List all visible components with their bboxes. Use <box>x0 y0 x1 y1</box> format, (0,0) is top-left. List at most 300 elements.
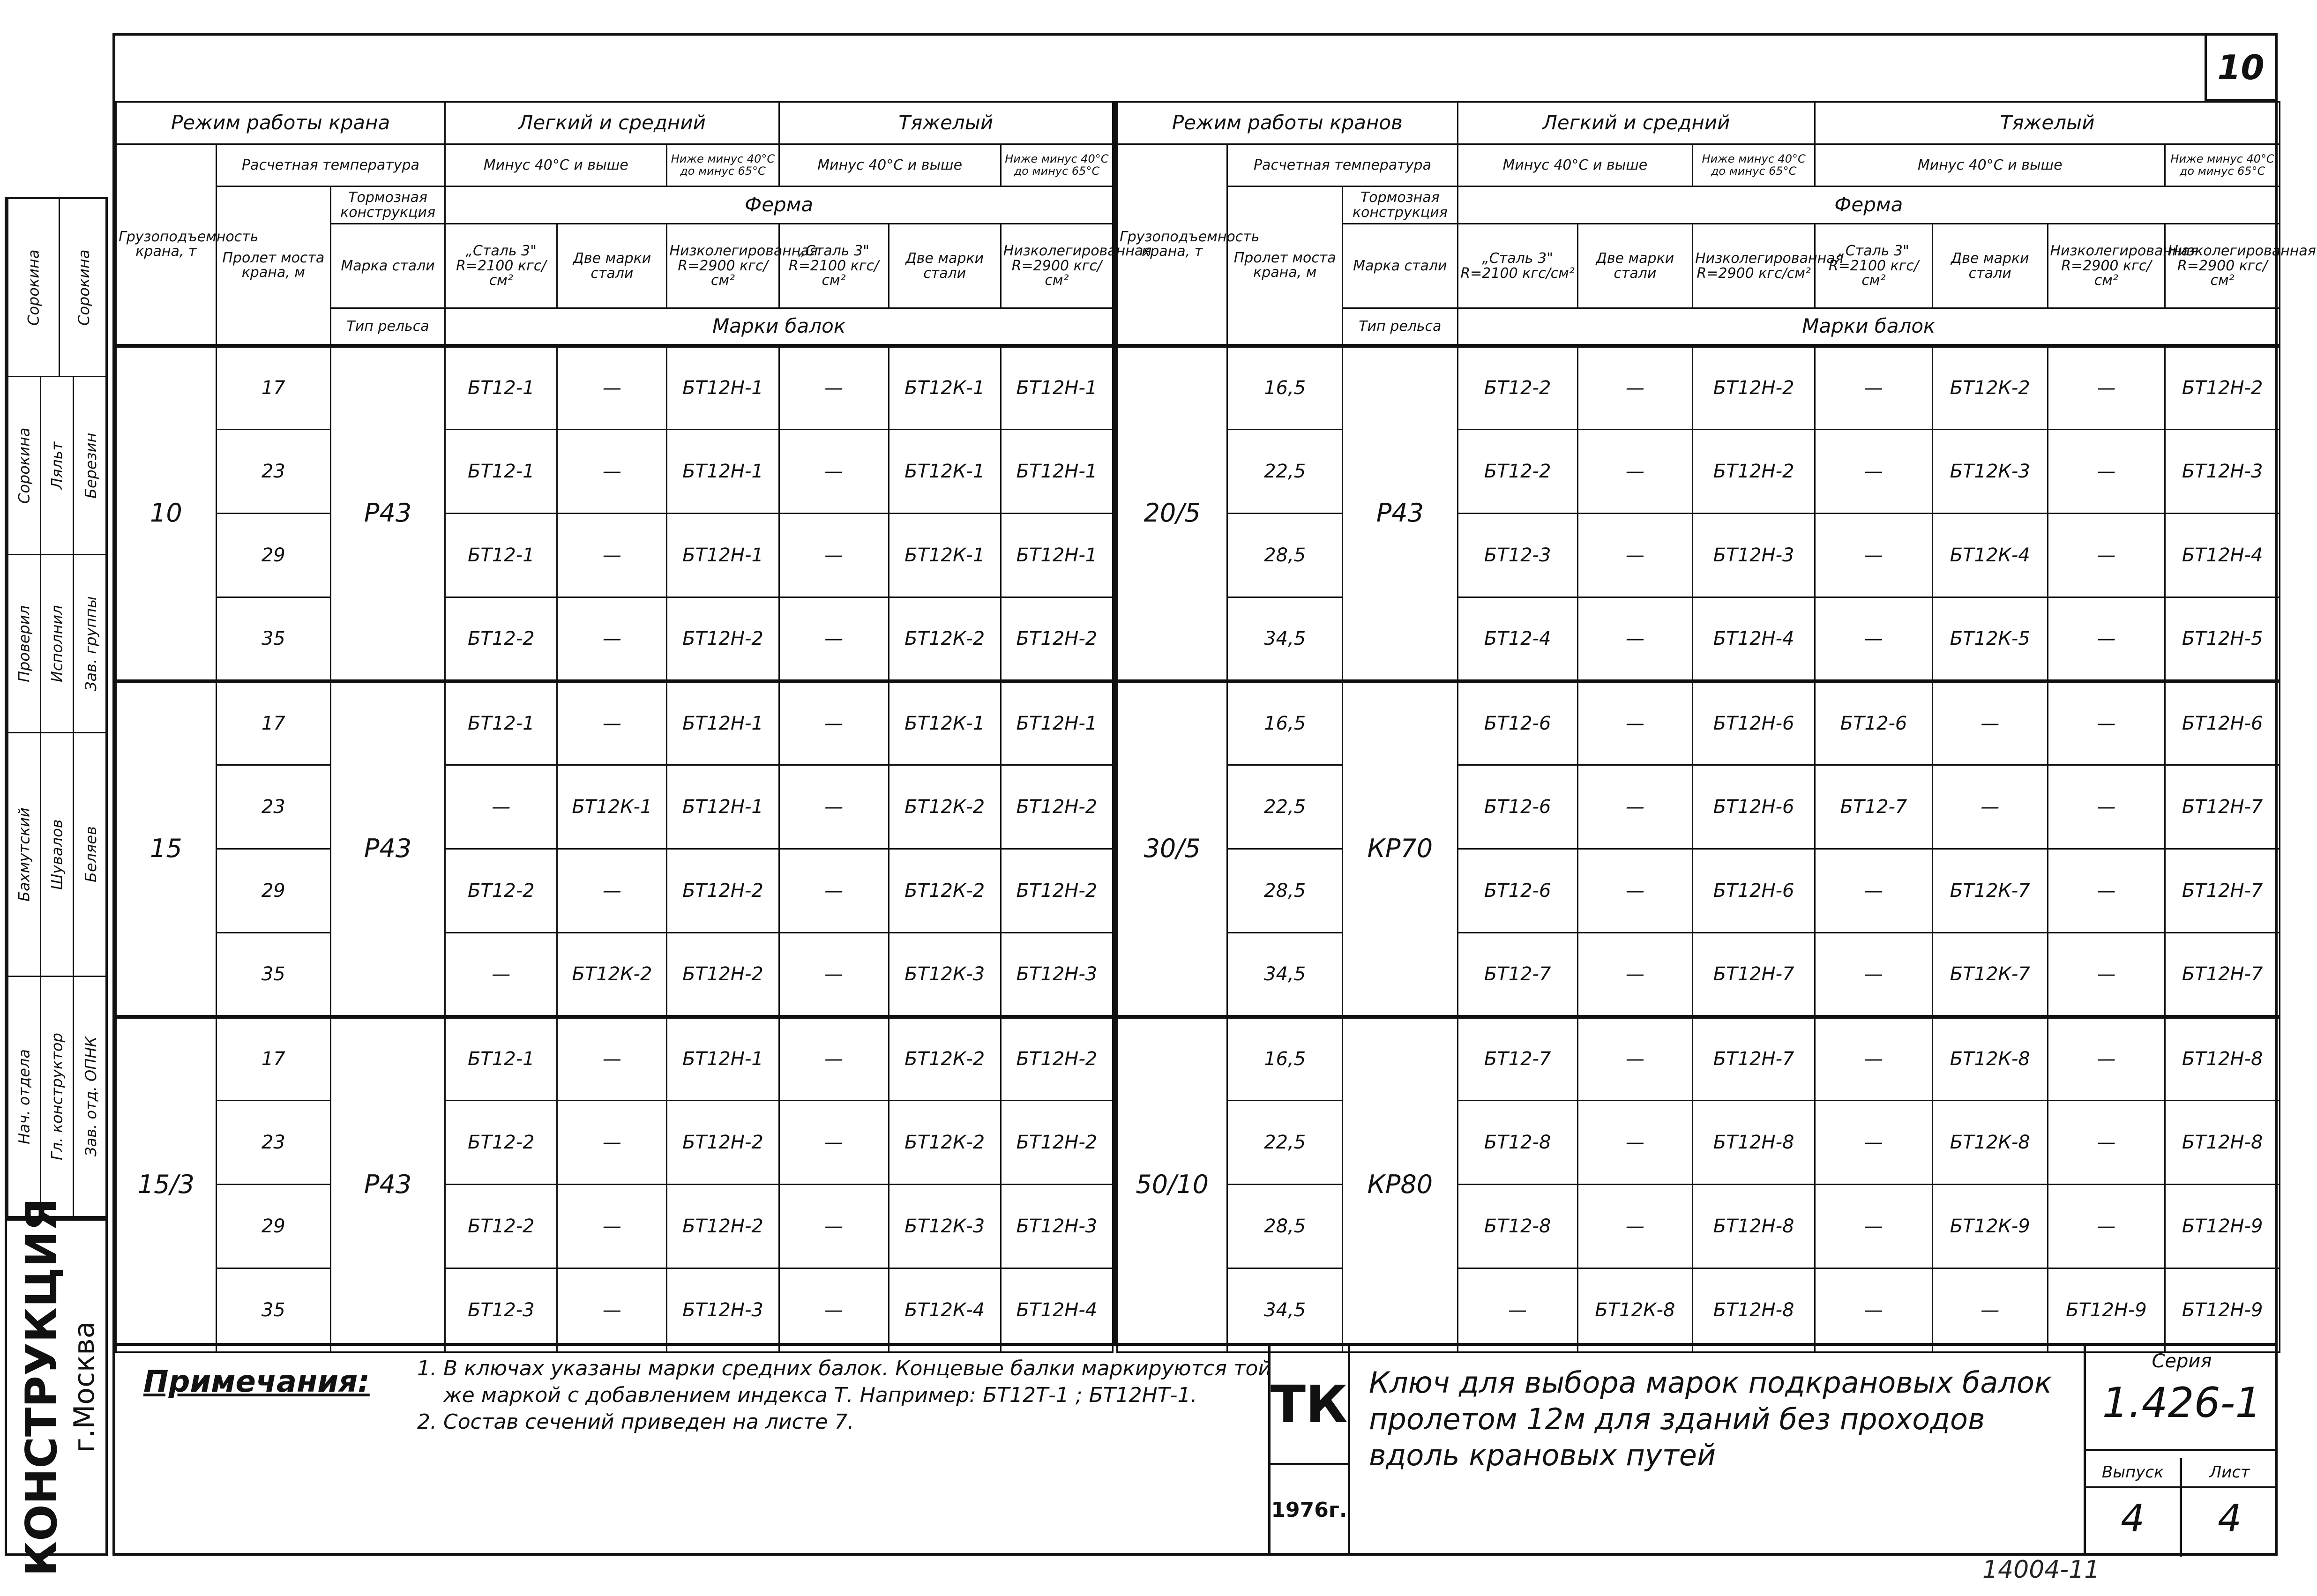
beam-mark-cell: — <box>779 1017 889 1101</box>
series-number: 1.426-1 <box>2086 1379 2278 1451</box>
header-light: Легкий и средний <box>1457 102 1815 144</box>
signature-name: Беляев <box>73 733 108 976</box>
header-capacity: Грузоподъемность крана, т <box>116 144 217 346</box>
left-table-body <box>116 346 1113 1352</box>
span-cell: 29 <box>216 849 330 933</box>
beam-mark-cell: — <box>1815 597 1933 681</box>
table-row <box>1117 1101 2280 1185</box>
beam-mark-cell: БТ12К-4 <box>889 1268 1001 1352</box>
beam-mark-cell: БТ12Н-8 <box>1693 1185 1815 1268</box>
stamp-tk <box>1268 1343 1348 1554</box>
sheet-label: Лист <box>2182 1458 2278 1488</box>
header-temp-4: Ниже минус 40°С до минус 65°С <box>1001 144 1113 186</box>
beam-mark-cell: БТ12Н-7 <box>2165 933 2280 1017</box>
beam-mark-cell: БТ12Н-1 <box>1001 514 1113 597</box>
table-row <box>1117 933 2280 1017</box>
beam-mark-cell: БТ12Н-9 <box>2165 1185 2280 1268</box>
beam-mark-cell: БТ12Н-2 <box>667 597 779 681</box>
signature-name: Сорокина <box>59 199 108 376</box>
beam-mark-cell: БТ12-1 <box>445 430 557 514</box>
beam-mark-cell: БТ12-6 <box>1457 849 1577 933</box>
beam-mark-cell: БТ12Н-1 <box>667 765 779 849</box>
beam-mark-cell: БТ12К-5 <box>1932 597 2048 681</box>
beam-mark-cell: — <box>779 597 889 681</box>
issue-label: Выпуск <box>2086 1458 2180 1488</box>
page-number: 10 <box>2205 36 2275 101</box>
header-mode: Режим работы крана <box>116 102 445 144</box>
header-span: Пролет моста крана, м <box>1227 186 1343 346</box>
beam-mark-cell: — <box>557 346 667 430</box>
header-calc-temp: Расчетная температура <box>1227 144 1457 186</box>
beam-mark-cell: БТ12Н-1 <box>1001 681 1113 765</box>
header-temp-1: Минус 40°С и выше <box>1457 144 1692 186</box>
beam-mark-cell: — <box>2048 430 2165 514</box>
beam-mark-cell: БТ12Н-2 <box>1693 346 1815 430</box>
beam-mark-cell: БТ12Н-6 <box>1693 765 1815 849</box>
beam-mark-cell: БТ12К-3 <box>889 933 1001 1017</box>
beam-mark-cell: — <box>1932 1268 2048 1352</box>
header-calc-temp: Расчетная температура <box>216 144 445 186</box>
organization-block <box>5 1198 108 1576</box>
header-heavy: Тяжелый <box>779 102 1113 144</box>
beam-mark-cell: БТ12К-2 <box>1932 346 2048 430</box>
top-strip <box>115 36 2205 101</box>
issue-value: 4 <box>2121 1497 2145 1540</box>
table-row <box>116 681 1113 765</box>
beam-mark-cell: БТ12Н-9 <box>2048 1268 2165 1352</box>
table-row <box>116 346 1113 430</box>
beam-mark-cell: — <box>1815 346 1933 430</box>
beam-mark-cell: — <box>557 430 667 514</box>
stamp-series <box>2084 1343 2278 1554</box>
beam-mark-cell: БТ12-2 <box>445 849 557 933</box>
beam-mark-cell: БТ12-7 <box>1457 933 1577 1017</box>
capacity-cell: 15/3 <box>116 1017 217 1352</box>
header-col-4: „Сталь 3" R=2100 кгс/см² <box>1815 224 1933 308</box>
table-row <box>1117 346 2280 430</box>
beam-mark-cell: БТ12К-1 <box>557 765 667 849</box>
beam-mark-cell: БТ12-3 <box>445 1268 557 1352</box>
beam-mark-cell: БТ12К-2 <box>557 933 667 1017</box>
beam-mark-cell: БТ12Н-6 <box>2165 681 2280 765</box>
tk-label: ТК <box>1271 1346 1348 1465</box>
beam-mark-cell: БТ12Н-4 <box>1001 1268 1113 1352</box>
beam-mark-cell: БТ12Н-7 <box>1693 933 1815 1017</box>
notes-title: Примечания: <box>143 1365 370 1399</box>
beam-mark-cell: БТ12Н-2 <box>1001 765 1113 849</box>
table-row <box>116 765 1113 849</box>
header-col-6: Низколегированная R=2900 кгс/см² <box>2048 224 2165 308</box>
beam-mark-cell: — <box>1577 849 1693 933</box>
beam-mark-cell: БТ12Н-3 <box>2165 430 2280 514</box>
beam-mark-cell: БТ12К-2 <box>889 1101 1001 1185</box>
header-temp-3: Минус 40°С и выше <box>779 144 1001 186</box>
beam-mark-cell: БТ12-8 <box>1457 1185 1577 1268</box>
beam-mark-cell: БТ12Н-2 <box>1001 597 1113 681</box>
organization-name: КОНСТРУКЦИЯ <box>16 1198 67 1576</box>
beam-mark-cell: — <box>779 765 889 849</box>
beam-mark-cell: — <box>445 933 557 1017</box>
header-steel: Марка стали <box>1343 224 1458 308</box>
beam-mark-cell: — <box>779 514 889 597</box>
beam-mark-cell: — <box>2048 346 2165 430</box>
beam-mark-cell: — <box>445 765 557 849</box>
beam-mark-cell: БТ12-2 <box>445 1101 557 1185</box>
signature-row <box>7 733 105 977</box>
note-item-2: 2. Состав сечений приведен на листе 7. <box>443 1409 1278 1435</box>
beam-mark-cell: — <box>1932 681 2048 765</box>
beam-mark-cell: — <box>1577 1017 1693 1101</box>
span-cell: 23 <box>216 430 330 514</box>
beam-mark-cell: БТ12Н-8 <box>1693 1101 1815 1185</box>
beam-mark-cell: БТ12Н-2 <box>1001 1101 1113 1185</box>
beam-mark-cell: — <box>2048 849 2165 933</box>
beam-mark-cell: БТ12К-2 <box>889 1017 1001 1101</box>
beam-mark-cell: БТ12К-8 <box>1577 1268 1693 1352</box>
span-cell: 29 <box>216 1185 330 1268</box>
beam-mark-cell: — <box>2048 933 2165 1017</box>
beam-mark-cell: — <box>1577 1185 1693 1268</box>
beam-mark-cell: БТ12К-7 <box>1932 933 2048 1017</box>
beam-mark-cell: — <box>557 1101 667 1185</box>
capacity-cell: 10 <box>116 346 217 681</box>
header-capacity: Грузоподъемность крана, т <box>1117 144 1227 346</box>
header-brake: Тормозная конструкция <box>330 186 445 224</box>
beam-mark-cell: БТ12К-9 <box>1932 1185 2048 1268</box>
beam-mark-cell: — <box>1815 1185 1933 1268</box>
span-cell: 23 <box>216 1101 330 1185</box>
beam-mark-cell: — <box>1815 514 1933 597</box>
beam-mark-cell: БТ12Н-7 <box>2165 849 2280 933</box>
beam-mark-cell: БТ12-1 <box>445 681 557 765</box>
header-temp-4: Ниже минус 40°С до минус 65°С <box>2165 144 2280 186</box>
right-table <box>1116 101 2316 1353</box>
rail-type-cell: Р43 <box>1343 346 1458 681</box>
span-cell: 34,5 <box>1227 933 1343 1017</box>
capacity-cell: 20/5 <box>1117 346 1227 681</box>
beam-mark-cell: БТ12-1 <box>445 1017 557 1101</box>
span-cell: 34,5 <box>1227 1268 1343 1352</box>
table-row <box>1117 597 2280 681</box>
rail-type-cell: Р43 <box>330 681 445 1017</box>
beam-mark-cell: БТ12-6 <box>1815 681 1933 765</box>
signature-role: Зав. группы <box>73 555 108 732</box>
note-item-1: 1. В ключах указаны марки средних балок. Концевые балки маркируются той же маркой с добавлением индекса Т. Например: БТ12Т-1 ; БТ12НТ-1. <box>443 1355 1278 1409</box>
beam-mark-cell: — <box>1815 1101 1933 1185</box>
header-col-5: Две марки стали <box>889 224 1001 308</box>
beam-mark-cell: — <box>2048 681 2165 765</box>
beam-mark-cell: БТ12Н-4 <box>2165 514 2280 597</box>
rail-type-cell: Р43 <box>330 346 445 681</box>
sheet-cell <box>2182 1458 2278 1557</box>
left-table <box>115 101 1152 1353</box>
beam-mark-cell: БТ12Н-1 <box>667 346 779 430</box>
header-temp-2: Ниже минус 40°С до минус 65°С <box>1693 144 1815 186</box>
table-row <box>116 514 1113 597</box>
table-row <box>1117 514 2280 597</box>
beam-mark-cell: — <box>1815 849 1933 933</box>
table-row <box>1117 765 2280 849</box>
beam-mark-cell: БТ12К-1 <box>889 430 1001 514</box>
beam-mark-cell: — <box>1577 681 1693 765</box>
beam-mark-cell: — <box>1577 933 1693 1017</box>
beam-mark-cell: БТ12Н-2 <box>1001 1017 1113 1101</box>
beam-mark-cell: — <box>1815 430 1933 514</box>
signature-name: Березин <box>73 377 108 554</box>
signature-row <box>7 199 105 377</box>
beam-mark-cell: БТ12-1 <box>445 346 557 430</box>
beam-mark-cell: БТ12К-8 <box>1932 1017 2048 1101</box>
left-table-block <box>115 101 1152 1343</box>
header-brake: Тормозная конструкция <box>1343 186 1458 224</box>
beam-mark-cell: — <box>779 933 889 1017</box>
header-farm: Ферма <box>445 186 1113 224</box>
tk-year: 1976г. <box>1271 1498 1347 1522</box>
notes-list <box>415 1355 1278 1436</box>
beam-mark-cell: — <box>779 849 889 933</box>
header-temp-2: Ниже минус 40°С до минус 65°С <box>667 144 779 186</box>
header-col-1: „Сталь 3" R=2100 кгс/см² <box>1457 224 1577 308</box>
signature-table <box>5 197 108 1218</box>
span-cell: 17 <box>216 346 330 430</box>
beam-mark-cell: БТ12-6 <box>1457 681 1577 765</box>
span-cell: 28,5 <box>1227 514 1343 597</box>
header-col-5: Две марки стали <box>1932 224 2048 308</box>
beam-mark-cell: БТ12К-4 <box>1932 514 2048 597</box>
table-row <box>116 1185 1113 1268</box>
beam-mark-cell: БТ12Н-2 <box>2165 346 2280 430</box>
beam-mark-cell: — <box>1577 597 1693 681</box>
beam-mark-cell: БТ12Н-6 <box>1693 849 1815 933</box>
beam-mark-cell: БТ12-7 <box>1815 765 1933 849</box>
beam-mark-cell: БТ12Н-2 <box>667 933 779 1017</box>
signature-name: Ляльт <box>40 377 73 554</box>
beam-mark-cell: — <box>557 1268 667 1352</box>
beam-mark-cell: — <box>779 681 889 765</box>
beam-mark-cell: БТ12Н-1 <box>1001 430 1113 514</box>
series-label: Серия <box>2152 1350 2212 1372</box>
stamp-title <box>1348 1343 2084 1554</box>
beam-mark-cell: БТ12Н-4 <box>1693 597 1815 681</box>
beam-mark-cell: — <box>557 597 667 681</box>
beam-mark-cell: — <box>1457 1268 1577 1352</box>
header-col-2: Две марки стали <box>557 224 667 308</box>
beam-mark-cell: БТ12-2 <box>445 597 557 681</box>
sheet-value: 4 <box>2218 1497 2242 1540</box>
span-cell: 22,5 <box>1227 430 1343 514</box>
signature-row <box>7 977 105 1216</box>
table-row <box>116 597 1113 681</box>
beam-mark-cell: БТ12Н-7 <box>1693 1017 1815 1101</box>
signature-sidebar <box>0 197 112 1576</box>
beam-mark-cell: БТ12Н-9 <box>2165 1268 2280 1352</box>
beam-mark-cell: БТ12-2 <box>1457 346 1577 430</box>
beam-mark-cell: — <box>557 849 667 933</box>
beam-mark-cell: БТ12К-2 <box>889 597 1001 681</box>
table-row <box>116 1101 1113 1185</box>
beam-mark-cell: — <box>557 1185 667 1268</box>
beam-mark-cell: БТ12К-2 <box>889 849 1001 933</box>
rail-type-cell: Р43 <box>330 1017 445 1352</box>
beam-mark-cell: БТ12Н-2 <box>667 1101 779 1185</box>
signature-role: Проверил <box>7 555 40 732</box>
beam-mark-cell: — <box>1577 346 1693 430</box>
capacity-cell: 30/5 <box>1117 681 1227 1017</box>
capacity-cell: 15 <box>116 681 217 1017</box>
beam-mark-cell: — <box>779 1101 889 1185</box>
drawing-title: Ключ для выбора марок подкрановых балок пролетом 12м для зданий без проходов вдоль крановых путей <box>1369 1365 2052 1472</box>
beam-mark-cell: — <box>779 1185 889 1268</box>
table-row <box>1117 681 2280 765</box>
header-col-7: Низколегированная R=2900 кгс/см² <box>2165 224 2280 308</box>
beam-mark-cell: — <box>1815 1268 1933 1352</box>
span-cell: 34,5 <box>1227 597 1343 681</box>
table-row <box>116 933 1113 1017</box>
beam-mark-cell: — <box>1932 765 2048 849</box>
beam-mark-cell: БТ12Н-8 <box>1693 1268 1815 1352</box>
beam-mark-cell: БТ12Н-3 <box>1001 933 1113 1017</box>
signature-name: Сорокина <box>7 377 40 554</box>
span-cell: 35 <box>216 1268 330 1352</box>
beam-mark-cell: — <box>1577 430 1693 514</box>
beam-mark-cell: БТ12К-2 <box>889 765 1001 849</box>
beam-mark-cell: — <box>1815 1017 1933 1101</box>
span-cell: 23 <box>216 765 330 849</box>
signature-role: Зав. отд. ОПНК <box>73 977 108 1216</box>
span-cell: 35 <box>216 597 330 681</box>
beam-mark-cell: БТ12К-3 <box>1932 430 2048 514</box>
span-cell: 17 <box>216 681 330 765</box>
header-col-1: „Сталь 3" R=2100 кгс/см² <box>445 224 557 308</box>
rail-type-cell: КР80 <box>1343 1017 1458 1352</box>
beam-mark-cell: — <box>557 514 667 597</box>
beam-mark-cell: — <box>779 1268 889 1352</box>
beam-mark-cell: БТ12Н-1 <box>667 514 779 597</box>
header-col-3: Низколегированная R=2900 кгс/см² <box>667 224 779 308</box>
table-row <box>1117 1017 2280 1101</box>
header-mode: Режим работы кранов <box>1117 102 1458 144</box>
beam-mark-cell: — <box>2048 514 2165 597</box>
beam-mark-cell: — <box>557 1017 667 1101</box>
signature-role: Исполнил <box>40 555 73 732</box>
archive-number: 14004-11 <box>1982 1556 2100 1584</box>
beam-mark-cell: — <box>2048 1101 2165 1185</box>
header-temp-3: Минус 40°С и выше <box>1815 144 2165 186</box>
span-cell: 28,5 <box>1227 849 1343 933</box>
table-row <box>116 1017 1113 1101</box>
header-col-4: „Сталь 3" R=2100 кгс/см² <box>779 224 889 308</box>
beam-mark-cell: БТ12-2 <box>1457 430 1577 514</box>
signature-name: Шувалов <box>40 733 73 976</box>
beam-mark-cell: БТ12Н-2 <box>1693 430 1815 514</box>
span-cell: 16,5 <box>1227 346 1343 430</box>
beam-mark-cell: БТ12Н-3 <box>667 1268 779 1352</box>
beam-mark-cell: — <box>2048 1017 2165 1101</box>
rail-type-cell: КР70 <box>1343 681 1458 1017</box>
beam-mark-cell: — <box>779 430 889 514</box>
span-cell: 29 <box>216 514 330 597</box>
beam-mark-cell: БТ12К-1 <box>889 346 1001 430</box>
beam-mark-cell: БТ12Н-3 <box>1693 514 1815 597</box>
table-row <box>116 849 1113 933</box>
beam-mark-cell: — <box>2048 765 2165 849</box>
beam-mark-cell: БТ12Н-8 <box>2165 1101 2280 1185</box>
header-col-2: Две марки стали <box>1577 224 1693 308</box>
beam-mark-cell: БТ12-8 <box>1457 1101 1577 1185</box>
header-heavy: Тяжелый <box>1815 102 2280 144</box>
beam-mark-cell: БТ12Н-7 <box>2165 765 2280 849</box>
beam-mark-cell: БТ12К-7 <box>1932 849 2048 933</box>
signature-role: Нач. отдела <box>7 977 40 1216</box>
beam-mark-cell: — <box>1577 765 1693 849</box>
notes-block <box>115 1343 1272 1557</box>
span-cell: 22,5 <box>1227 765 1343 849</box>
header-light: Легкий и средний <box>445 102 779 144</box>
right-table-body <box>1117 346 2280 1352</box>
beam-mark-cell: БТ12Н-1 <box>667 1017 779 1101</box>
table-row <box>1117 849 2280 933</box>
beam-mark-cell: БТ12К-1 <box>889 514 1001 597</box>
span-cell: 35 <box>216 933 330 1017</box>
table-row <box>116 430 1113 514</box>
span-cell: 28,5 <box>1227 1185 1343 1268</box>
beam-mark-cell: БТ12К-1 <box>889 681 1001 765</box>
beam-mark-cell: — <box>1577 514 1693 597</box>
beam-mark-cell: БТ12Н-3 <box>1001 1185 1113 1268</box>
beam-mark-cell: БТ12-7 <box>1457 1017 1577 1101</box>
span-cell: 16,5 <box>1227 681 1343 765</box>
header-farm: Ферма <box>1457 186 2280 224</box>
signature-row <box>7 377 105 555</box>
beam-mark-cell: БТ12-1 <box>445 514 557 597</box>
header-span: Пролет моста крана, м <box>216 186 330 346</box>
header-temp-1: Минус 40°С и выше <box>445 144 667 186</box>
table-row <box>1117 1268 2280 1352</box>
beam-mark-cell: — <box>2048 1185 2165 1268</box>
beam-mark-cell: БТ12Н-8 <box>2165 1017 2280 1101</box>
beam-mark-cell: БТ12Н-2 <box>1001 849 1113 933</box>
header-marks: Марки балок <box>445 308 1113 346</box>
signature-name: Бахмутский <box>7 733 40 976</box>
beam-mark-cell: — <box>1577 1101 1693 1185</box>
table-row <box>1117 430 2280 514</box>
signature-role: Гл. конструктор <box>40 977 73 1216</box>
beam-mark-cell: — <box>779 346 889 430</box>
beam-mark-cell: — <box>2048 597 2165 681</box>
table-row <box>116 1268 1113 1352</box>
beam-mark-cell: БТ12Н-5 <box>2165 597 2280 681</box>
beam-mark-cell: — <box>557 681 667 765</box>
header-rail: Тип рельса <box>1343 308 1458 346</box>
beam-mark-cell: БТ12К-3 <box>889 1185 1001 1268</box>
drawing-sheet <box>112 33 2316 1556</box>
beam-mark-cell: БТ12Н-2 <box>667 1185 779 1268</box>
beam-mark-cell: БТ12Н-1 <box>667 681 779 765</box>
span-cell: 17 <box>216 1017 330 1101</box>
beam-mark-cell: БТ12-2 <box>445 1185 557 1268</box>
span-cell: 22,5 <box>1227 1101 1343 1185</box>
header-rail: Тип рельса <box>330 308 445 346</box>
issue-cell <box>2086 1458 2182 1557</box>
beam-mark-cell: БТ12-3 <box>1457 514 1577 597</box>
beam-mark-cell: — <box>1815 933 1933 1017</box>
organization-city: г.Москва <box>68 1321 101 1453</box>
span-cell: 16,5 <box>1227 1017 1343 1101</box>
beam-mark-cell: БТ12-6 <box>1457 765 1577 849</box>
header-steel: Марка стали <box>330 224 445 308</box>
header-col-3: Низколегированная R=2900 кгс/см² <box>1693 224 1815 308</box>
signature-row <box>7 555 105 733</box>
